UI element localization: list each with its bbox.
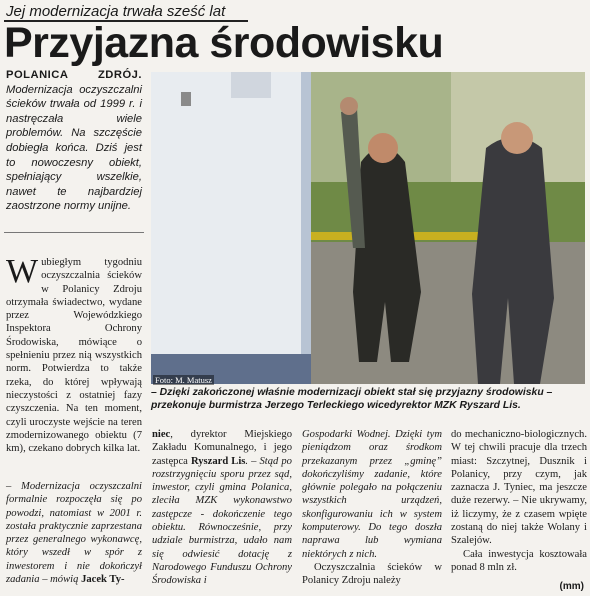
- column-1-text: ubiegłym tygodniu oczyszczalnia ścieków w Polanicy Zdroju otrzymała świadectwo, wydane przez Wojewódzkiego Inspektora Ochrony Środowiska, mówiące o spełnieniu przez nią wszystkich norm. Potwierdza to także rzeka, do której wpływają nieczystości z ostatniej fazy czyszczenia. Na ten moment, czyli uroczyste wejście na teren zmodernizowanego obiektu (7 km), czekano dobrych kilka lat.: [6, 257, 142, 455]
- drop-cap: W: [6, 253, 39, 290]
- article-photo: [151, 72, 585, 384]
- photo-illustration: [151, 72, 585, 384]
- lead-place: POLANICA ZDRÓJ.: [6, 69, 142, 81]
- article-column-1-continued: [6, 480, 142, 586]
- person-name-lis: Ryszard Lis: [190, 455, 246, 467]
- headline: Przyjazna środowisku: [4, 19, 444, 67]
- lead-text: Modernizacja oczyszczalni ścieków trwała od 1999 r. i nastręczała wiele problemów. Na szczęście dobiegła końca. Dziś jest to nowoczesny obiekt, spełniający wszelkie, nawet te najbardziej zaostrzone normy unijne.: [6, 83, 142, 213]
- person-name-jacek: Jacek Ty-: [81, 574, 125, 586]
- person-name-tyniec: niec: [152, 429, 171, 440]
- photo-caption: – Dzięki zakończonej właśnie modernizacji obiekt stał się przyjazny środowisku – przekonuje burmistrza Jerzego Terleckiego wicedyrektor MZK Ryszard Lis.: [151, 387, 553, 411]
- column-2-text-b: . – Stąd po rozstrzygnięciu sporu przez sąd, inwestor, czyli gmina Polanica, zleciła MZK wykonawstwo zastępcze - dokończenie tego obiektu. Równocześnie, przy udziale burmistrza, udało nam się odwiesić dotację z Narodowego Funduszu Ochrony Środowiska i: [152, 455, 292, 587]
- author-signature: (mm): [559, 581, 584, 592]
- lead-rule: [4, 232, 144, 233]
- column-1-quote: – Modernizacja oczyszczalni formalnie rozpoczęła się po powodzi, natomiast w 2001 r. została praktycznie zaprzestana przez generalnego wykonawcę, który wszedł w spór z inwestorem i nie dokończył zadania – mówią: [6, 481, 142, 586]
- article-column-1: [6, 253, 142, 455]
- lead-paragraph: [6, 68, 142, 214]
- column-4-paragraph-2: Cała inwestycja kosztowała ponad 8 mln zł.: [451, 548, 587, 573]
- column-4-text: do mechaniczno-biologicznych. W tej chwili pracuje dla trzech miast: Szczytnej, Dusznik i Polanicy, przy czym, jak zaznacza J. Tyniec, ma jeszcze duże rezerwy. – Nie ukrywamy, iż liczymy, że z czasem wpięte zostaną do niej także Wolany i Szalejów.: [451, 429, 587, 547]
- kicker: Jej modernizacja trwała sześć lat: [6, 3, 226, 20]
- article-column-3: [302, 428, 442, 588]
- photo-credit: Foto: M. Matusz: [155, 375, 212, 385]
- column-3-paragraph-2: Oczyszczalnia ścieków w Polanicy Zdroju należy: [302, 561, 442, 587]
- column-3-text: Gospodarki Wodnej. Dzięki tym pieniądzom oraz środkom przekazanym przez „gminę” dokończyliśmy zadanie, które głównie polegało na połączeniu wszystkich urządzeń, skonfigurowaniu ich w system komputerowy. Do tego doszła naprawa lub wymiana niektórych z nich.: [302, 429, 442, 560]
- column-2-text-a: , dyrektor Miejskiego Zakładu Komunalnego, i jego zastępca: [152, 429, 292, 467]
- article-column-4: [451, 428, 587, 574]
- article-column-2: [152, 428, 292, 588]
